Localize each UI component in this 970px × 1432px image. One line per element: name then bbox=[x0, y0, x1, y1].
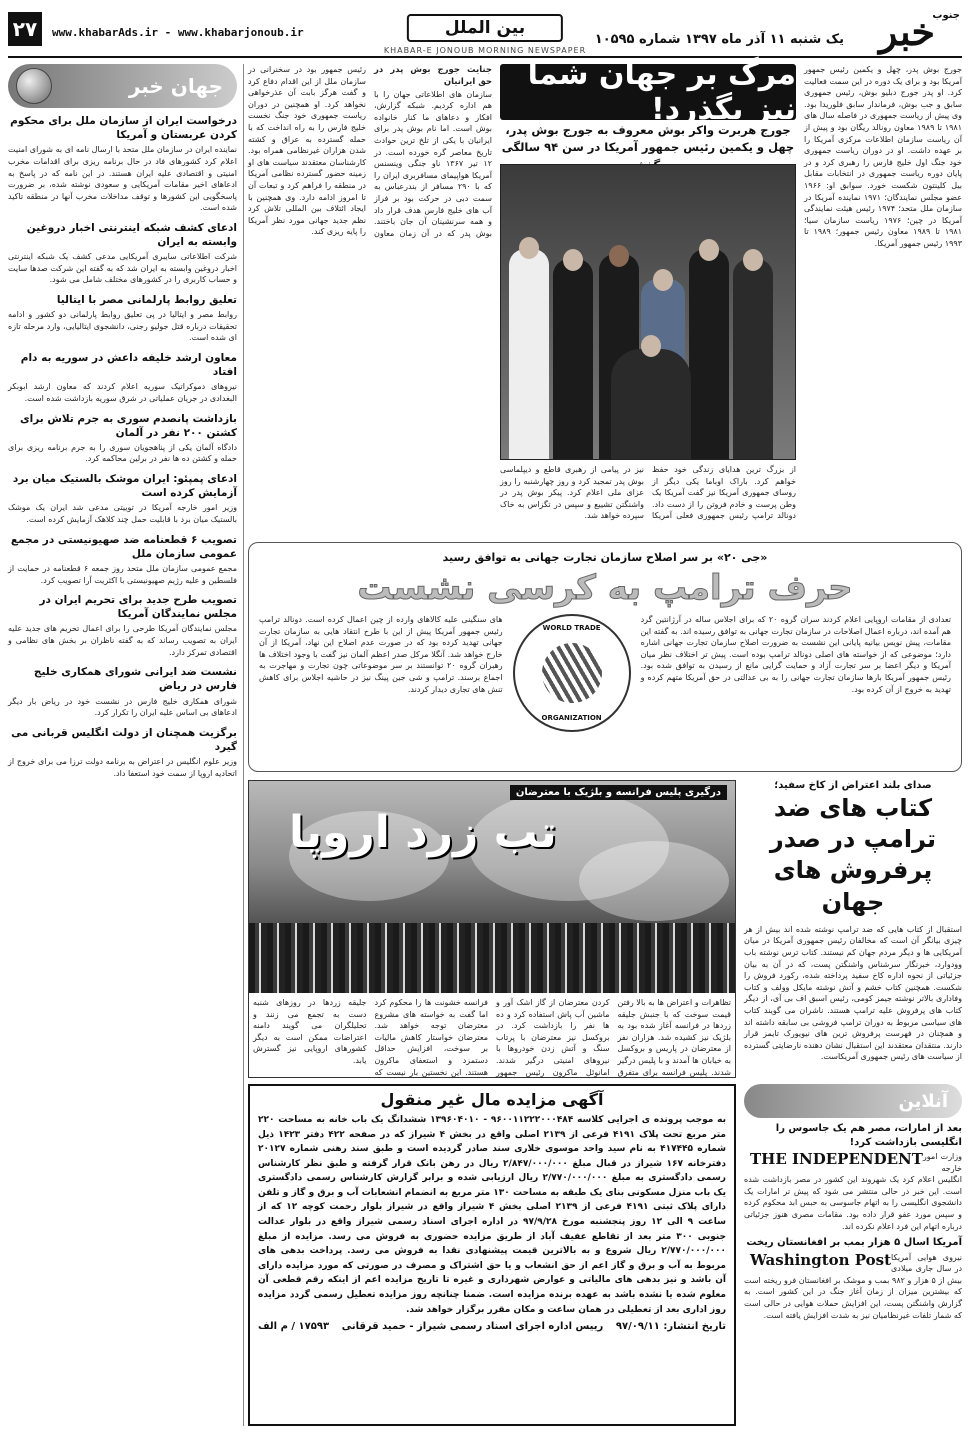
world-news-item-body: مجلس نمایندگان آمریکا طرحی را برای اعمال تحریم های جدید علیه ایران به تصویب رساند که به گفته ناظران بر بخش های نظامی و اقتصادی تمرکز دارد. bbox=[8, 624, 237, 657]
g20-text-right: تعدادی از مقامات اروپایی اعلام کردند سران گروه ۲۰ که برای اجلاس ساله در آرژانتین گرد هم آمده اند، درباره اعمال اصلاحات در سازمان تجارت جهانی به توافق رسیده اند. به گفته این مقامات، پیش نویس بیانیه پایانی این نشست به ضرورت اصلاح سازمان تجارت جهانی اشاره دارد؛ موضوعی که از خواسته های اصلی دونالد ترامپ بوده است. پیش تر اختلاف نظر میان آمریکا و دیگر اعضا بر سر تجارت آزاد و حمایت گرایی مانع از رسیدن به توافق شده بود. رئیس جمهور آمریکا بارها سازمان تجارت جهانی را به بی عدالتی در حق آمریکا متهم کرده و تهدید به خروج از آن کرده بود. bbox=[640, 615, 952, 694]
auction-text: به موجب پرونده ی اجرایی کلاسه ۹۶۰۰۱۱۲۲۲۰۰۰۴۸۴ - ۱۳۹۶۰۴۰۱۰ ششدانگ یک باب خانه به مساحت ۲۲۰ متر مربع تحت پلاک ۴۱۹۱ فرعی از ۲۱۳۹ اصلی واقع در بخش ۴ شیراز که در صفحه ۴۲۲ دفتر ۱۴۲۳ ذیل شماره ۴۱۷۴۴۵ به نام سید واحد موسوی خلاری سند صادر گردیده است و طبق سند رهنی شماره ۲۰۱۲۷ دفترخانه ۱۶۷ شیراز در قبال مبلغ ۲/۸۴۷/۰۰۰/۰۰۰ ریال در رهن بانک قرار گرفته و طبق نظر کارشناس رسمی دادگستری به مبلغ ۲/۷۷۰/۰۰۰/۰۰۰ ریال ارزیابی شده و برابر گزارش کارشناس رسمی دادگستری یک باب منزل مسکونی بنای یک طبقه به مساحت ۱۳۰ متر مربع به انضمام انشعابات آب و برق و گاز و تلفن دارای پلاک ثبتی ۴۱۹۱ فرعی از ۲۱۳۹ اصلی بخش ۴ شیراز واقع در شیراز بلوار رحمت کوچه ۱۲ که از ساعت ۹ الی ۱۲ روز پنجشنبه مورخ ۹۷/۹/۲۸ در اداره اجرای اسناد رسمی شیراز واقع در بلوار عدالت جنوبی ۳۰۰ متر بعد از تقاطع عفیف آباد از طریق مزایده حضوری به فروش می رسد. مزایده از مبلغ ۲/۷۷۰/۰۰۰/۰۰۰ ریال شروع و به بالاترین قیمت پیشنهادی نقدا به فروش می رسد. پرداخت بدهی های مربوط به آب و برق و گاز اعم از حق انشعاب و یا حق اشتراک و مصرف در صورتی که مورد مزایده دارای آن باشد و نیز بدهی های مالیاتی و عوارض شهرداری و غیره تا تاریخ مزایده اعم از اینکه رقم قطعی آن معلوم شده یا نشده باشد به عهده برنده مزایده است. ضمنا چنانچه روز مزایده تعطیل رسمی گردد مزایده روز اداری بعد از تعطیلی در همان ساعت و مکان مقرر برگزار خواهد شد. bbox=[258, 1115, 726, 1315]
anti-trump-books-article bbox=[744, 780, 962, 1078]
wto-emblem-icon bbox=[542, 643, 602, 703]
g20-article bbox=[248, 542, 962, 772]
world-news-header bbox=[8, 64, 237, 108]
world-news-item-body: مجمع عمومی سازمان ملل متحد روز جمعه ۶ قطعنامه در حمایت از فلسطین و علیه رژیم صهیونیستی با اکثریت آرا تصویب کرد. bbox=[8, 563, 237, 585]
world-news-item-title[interactable]: نشست ضد ایرانی شورای همکاری خلیج فارس در ریاض bbox=[33, 666, 237, 693]
world-news-item bbox=[8, 293, 237, 344]
world-news-item-body: نماینده ایران در سازمان ملل متحد با ارسال نامه ای به شورای امنیت اعلام کرد کشورهای فاد در حال برنامه ریزی برای اقدامات مخرب امنیتی و اقتصادی علیه ایران هستند. در این نامه که در پاسخ به ادعاهای اخیر مقامات آمریکایی و سعودی نوشته شده، بر ضرورت پاسخگویی این کشورها و توقف مداخلات مخرب آنها در منطقه تاکید شده است. bbox=[8, 145, 237, 213]
auction-code: ۱۷۵۹۳ / م الف bbox=[258, 1321, 330, 1333]
world-news-item bbox=[8, 593, 237, 658]
world-news-item bbox=[8, 665, 237, 719]
world-news-item-title[interactable]: برگزیت همچنان از دولت انگلیس قربانی می گیرد bbox=[11, 726, 237, 753]
yellow-vests-article bbox=[248, 780, 736, 1078]
world-news-item-title[interactable]: درخواست ایران از سازمان ملل برای محکوم کردن عربستان و آمریکا bbox=[10, 115, 237, 142]
newspaper-logo[interactable] bbox=[852, 6, 962, 56]
yellow-vests-headline: تب زرد اروپا bbox=[289, 807, 557, 858]
world-news-item bbox=[8, 472, 237, 526]
world-news-item bbox=[8, 351, 237, 405]
bush-crime-text: سازمان های اطلاعاتی جهان را با هم اداره کردیم. شبکه گزارش، افکار و دعاهای ما کنار خانواده بوش است. اما نام بوش پدر برای ایرانیان با یکی از تلخ ترین حوادث تاریخ معاصر گره خورده است. در ۱۲ تیر ۱۳۶۷ ناو جنگی وینسنس آمریکا هواپیمای مسافربری ایران را که با ۲۹۰ مسافر از بندرعباس به سمت دبی در حرکت بود بر فراز آب های خلیج فارس هدف قرار داد و همه سرنشینان آن جان باختند. بوش پدر که در آن زمان معاون رئیس جمهور بود در سخنرانی در سازمان ملل از این اقدام دفاع کرد و گفت هرگز بابت آن عذرخواهی نخواهد کرد. او همچنین در دوران ریاست جمهوری خود جنگ نخست خلیج فارس را به راه انداخت که با حمله گسترده به عراق و کشته شدن هزاران غیرنظامی همراه بود. کارشناسان معتقدند سیاست های او زمینه حضور گسترده نظامی آمریکا در منطقه را فراهم کرد و تبعات آن تا امروز ادامه دارد. وی همچنین با ایجاد ائتلاف بین المللی تلاش کرد نظم جدید جهانی مورد نظر آمریکا را پایه ریزی کند. bbox=[248, 65, 493, 238]
g20-text-left: های سنگینی علیه کالاهای وارده از چین اعمال کرده است. دونالد ترامپ رئیس جمهور آمریکا پیش از این با طرح انتقاد هایی به سازمان تجارت جهانی تهدید کرده بود که در صورت عدم اصلاح این نهاد، آمریکا از آن خارج خواهد شد. آنگلا مرکل صدر اعظم آلمان نیز گفت با وجود اختلاف ها رهبران گروه ۲۰ توانستند بر سر موضوعاتی چون تجارت و مهاجرت به اجماع برسند. ترامپ و شی جین پینگ نیز در حاشیه اجلاس برای کاهش تنش های تجاری دیدار کردند. bbox=[259, 615, 503, 694]
bush-crime-column bbox=[248, 64, 492, 534]
world-news-item-body: شورای همکاری خلیج فارس در نشست خود در ریاض بار دیگر ادعاهای بی اساس علیه ایران را تکرار کرد. bbox=[8, 696, 237, 718]
auction-date: تاریخ انتشار: ۹۷/۰۹/۱۱ bbox=[615, 1321, 726, 1333]
source-logo: Washington Post bbox=[750, 1250, 892, 1269]
main-content bbox=[248, 57, 963, 1426]
top-subhead: جورج هربرت واکر بوش معروف به جورج بوش پدر، چهل و یکمین رئیس جمهور آمریکا در سن ۹۴ سالگی bbox=[501, 123, 795, 155]
world-news-item-title[interactable]: تعلیق روابط پارلمانی مصر با ایتالیا bbox=[56, 294, 237, 307]
world-news-item-body: نیروهای دموکراتیک سوریه اعلام کردند که معاون ارشد ابوبکر البغدادی در جریان عملیاتی در شرق سوریه بازداشت شده است. bbox=[8, 382, 237, 403]
books-headline: کتاب های ضد ترامپ در صدر پرفروش های جهان bbox=[769, 794, 937, 916]
g20-headline: حرف ترامپ به کرسی نشست bbox=[357, 568, 853, 608]
english-subtitle: KHABAR-E JONOUB MORNING NEWSPAPER bbox=[383, 46, 587, 55]
top-headline: مرگ بر جهان شما نیز بگذرد! bbox=[500, 64, 796, 120]
online-news-title[interactable]: آمریکا اسال ۵ هزار بمب بر افغانستان ریخت bbox=[746, 1237, 962, 1249]
books-text: استقبال از کتاب هایی که ضد ترامپ نوشته شده اند بیش از هر چیزی بیانگر آن است که مخالفان رئیس جمهوری آمریکا در میان آمریکایی ها و دیگر مردم جهان کم نیستند. کتاب ترس نوشته باب وودوارد، خبرنگار سرشناس واشنگتن پست، که در آن به بیان جزئیاتی از نحوه اداره کاخ سفید پرداخته شده، رکورد فروش را شکست. همچنین کتاب خشم و آتش نوشته مایکل وولف و کتاب وفاداری بالاتر نوشته جیمز کومی، رئیس اسبق اف بی آی، از دیگر کتاب های پرفروش علیه ترامپ هستند. ناشران می گویند کتاب های سیاسی مربوط به دوران ترامپ فروشی بی سابقه داشته اند و همچنان در فهرست پرفروش ترین های نیویورک تایمز قرار دارند. منتقدان معتقدند این استقبال نشان دهنده نارضایتی گسترده از سیاست های رئیس جمهوری آمریکاست. bbox=[744, 924, 962, 1062]
world-news-item-title[interactable]: بازداشت پانصدم سوری به جرم تلاش برای کشتن ۲۰۰ نفر در آلمان bbox=[19, 412, 237, 439]
online-column bbox=[744, 1084, 962, 1426]
online-news-item bbox=[744, 1122, 962, 1232]
bush-bio-text: جورج بوش پدر، چهل و یکمین رئیس جمهور آمریکا بود و برای یک دوره در این سمت فعالیت کرد. او پدر جورج دبلیو بوش، رئیس جمهوری سابق و جب بوش، فرماندار سابق فلوریدا بود. وی پیش از ریاست جمهوری در فاصله سال های ۱۹۸۱ تا ۱۹۸۹ معاون رونالد ریگان بود و پیش از آن ریاست سازمان اطلاعات مرکزی آمریکا را بر عهده داشت. او در دوران ریاست جمهوری خود جنگ اول خلیج فارس را رهبری کرد و در پایان دوره ریاست جمهوری در انتخابات مقابل بیل کلینتون شکست خورد. سوابق او: ۱۹۶۶ عضو مجلس نمایندگان؛ ۱۹۷۱ نماینده آمریکا در سازمان ملل متحد؛ ۱۹۷۴ رئیس هیئت نمایندگی آمریکا در چین؛ ۱۹۷۶ ریاست سازمان سیا؛ ۱۹۸۱ تا ۱۹۸۹ معاون رئیس جمهور؛ ۱۹۸۹ تا ۱۹۹۳ رئیس جمهور آمریکا. bbox=[804, 65, 963, 248]
section-title: بین الملل bbox=[407, 14, 563, 42]
source-logo: THE INDEPENDENT bbox=[750, 1150, 923, 1168]
world-news-item-body: دادگاه آلمان یکی از پناهجویان سوری را به جرم برنامه ریزی برای حمله و کشتن ده ها نفر در برلین محاکمه کرد. bbox=[8, 442, 237, 464]
world-news-item bbox=[8, 412, 237, 466]
wto-logo-top: WORLD TRADE bbox=[542, 624, 601, 632]
world-news-item bbox=[8, 726, 237, 780]
online-news-body: نیروی هوایی آمریکا در سال جاری میلادی بیش از ۵ هزار و ۹۸۲ بمب و موشک بر افغانستان فرو ریخته است که بیشترین میزان از زمان آغاز جنگ در این کشور است. به گزارش واشنگتن پست، این افزایش حملات هوایی در حالی است که شمار تلفات غیرنظامیان نیز به شدت افزایش یافته است. bbox=[744, 1252, 963, 1320]
world-news-item-body: وزیر امور خارجه آمریکا در توییتی مدعی شد ایران یک موشک بالستیک میان برد با قابلیت حمل چند کلاهک آزمایش کرده است. bbox=[8, 503, 237, 524]
online-news-body: وزارت امور خارجه انگلیس اعلام کرد یک شهروند این کشور در مصر بازداشت شده است. این خبر در حالی منتشر می شود که پیش تر امارات یک دانشجوی انگلیسی را به اتهام جاسوسی به حبس ابد محکوم کرده و سپس مورد عفو قرار داده بود. مقامات مصری هنوز جزئیاتی درباره اتهام این فرد اعلام نکرده اند. bbox=[744, 1152, 962, 1231]
world-news-item bbox=[8, 114, 237, 214]
globe-icon bbox=[16, 68, 52, 104]
world-news-item-body: شرکت اطلاعاتی سایبری آمریکایی مدعی کشف یک شبکه اینترنتی اخبار دروغین وابسته به ایران شد که به گفته این شرکت صدها سایت و حساب کاربری را در کشورهای مختلف شامل می شود. bbox=[8, 252, 237, 285]
wto-logo-bottom: ORGANIZATION bbox=[541, 714, 602, 722]
online-news-item bbox=[744, 1236, 962, 1321]
g20-kicker: «جی ۲۰» بر سر اصلاح سازمان تجارت جهانی به توافق رسید bbox=[442, 551, 768, 564]
world-news-item bbox=[8, 221, 237, 286]
logo-text: خبر bbox=[879, 8, 935, 54]
world-news-item-title[interactable]: معاون ارشد خلیفه داعش در سوریه به دام افتاد bbox=[20, 351, 237, 379]
auction-title: آگهی مزایده مال غیر منقول bbox=[380, 1090, 604, 1109]
auction-signature: رییس اداره اجرای اسناد رسمی شیراز - حمید قرقانی bbox=[341, 1321, 604, 1333]
world-news-item-title[interactable]: ادعای پمپئو: ایران موشک بالستیک میان برد آزمایش کرده است bbox=[12, 473, 237, 500]
wto-logo bbox=[513, 614, 631, 732]
bush-crime-heading: جنایت جورج بوش پدر در حق ایرانیان bbox=[374, 65, 492, 88]
world-news-item-title[interactable]: ادعای کشف شبکه اینترنتی اخبار دروغین وابسته به ایران bbox=[26, 221, 237, 249]
world-news-column bbox=[8, 64, 244, 1426]
website-urls[interactable]: www.khabarAds.ir - www.khabarjonoub.ir bbox=[52, 26, 304, 39]
world-news-item-title[interactable]: تصویب ۶ قطعنامه ضد صهیونیستی در مجمع عمومی سازمان ملل bbox=[10, 533, 237, 560]
top-story-continued: از بزرگ ترین هدایای زندگی خود حفظ خواهم کرد. باراک اوباما یکی دیگر از روسای جمهوری آمریکا نیز گفت آمریکا یک وطن پرست و خادم فروتن را از دست داد. دونالد ترامپ رئیس جمهوری فعلی آمریکا نیز در پیامی از رهبری قاطع و دیپلماسی بوش پدر تمجید کرد و روز چهارشنبه را روز عزای ملی اعلام کرد. پیکر بوش پدر در واشنگتن تشییع و سپس در تگزاس به خاک سپرده خواهد شد. bbox=[500, 465, 796, 521]
world-news-item-body: وزیر علوم انگلیس در اعتراض به برنامه دولت ترزا می برای خروج از اتحادیه اروپا از سمت خود استعفا داد. bbox=[8, 757, 237, 778]
logo-sub: جنوب bbox=[932, 10, 960, 21]
world-news-title: جهان خبر bbox=[128, 74, 223, 98]
world-news-item-title[interactable]: تصویب طرح جدید برای تحریم ایران در مجلس نمایندگان آمریکا bbox=[39, 594, 237, 621]
online-news-title[interactable]: بعد از امارات، مصر هم یک جاسوس را انگلیسی بازداشت کرد! bbox=[775, 1123, 962, 1148]
world-news-item-body: روابط مصر و ایتالیا در پی تعلیق روابط پارلمانی دو کشور و ادامه تحقیقات درباره قتل جولیو رجنی، دانشجوی ایتالیایی، وارد مرحله تازه ای شده است. bbox=[8, 310, 237, 343]
world-news-item bbox=[8, 533, 237, 587]
yellow-vests-kicker: درگیری پلیس فرانسه و بلژیک با معترضان bbox=[510, 785, 727, 800]
page-number: ۲۷ bbox=[8, 12, 42, 46]
books-kicker: صدای بلند اعتراض از کاخ سفید؛ bbox=[774, 780, 932, 791]
auction-notice bbox=[248, 1084, 736, 1426]
issue-date: یک شنبه ۱۱ آذر ماه ۱۳۹۷ شماره ۱۰۵۹۵ bbox=[594, 32, 844, 47]
yellow-vests-text: تظاهرات و اعتراض ها به بالا رفتن قیمت سوخت که با جنبش جلیقه زردها در فرانسه آغاز شده بود به بلژیک نیز کشیده شد. هزاران نفر از معترضان در پاریس و بروکسل به خیابان ها آمدند و با پلیس درگیر شدند. پلیس فرانسه برای متفرق کردن معترضان از گاز اشک آور و ماشین آب پاش استفاده کرد و ده ها نفر را بازداشت کرد. در بروکسل نیز معترضان با پرتاب سنگ و آتش زدن خودروها با نیروهای امنیتی درگیر شدند. امانوئل ماکرون رئیس جمهور فرانسه خشونت ها را محکوم کرد اما گفت به خواسته های مشروع معترضان توجه خواهد شد. معترضان خواستار کاهش مالیات بر سوخت، افزایش حداقل دستمزد و استعفای ماکرون هستند. این نخستین بار نیست که جلیقه زردها در روزهای شنبه دست به تجمع می زنند و تحلیلگران می گویند دامنه اعتراضات ممکن است به دیگر کشورهای اروپایی نیز گسترش یابد. bbox=[253, 998, 731, 1077]
online-header: آنلاین bbox=[744, 1084, 962, 1118]
masthead bbox=[8, 6, 962, 58]
presidents-photo bbox=[500, 164, 796, 460]
